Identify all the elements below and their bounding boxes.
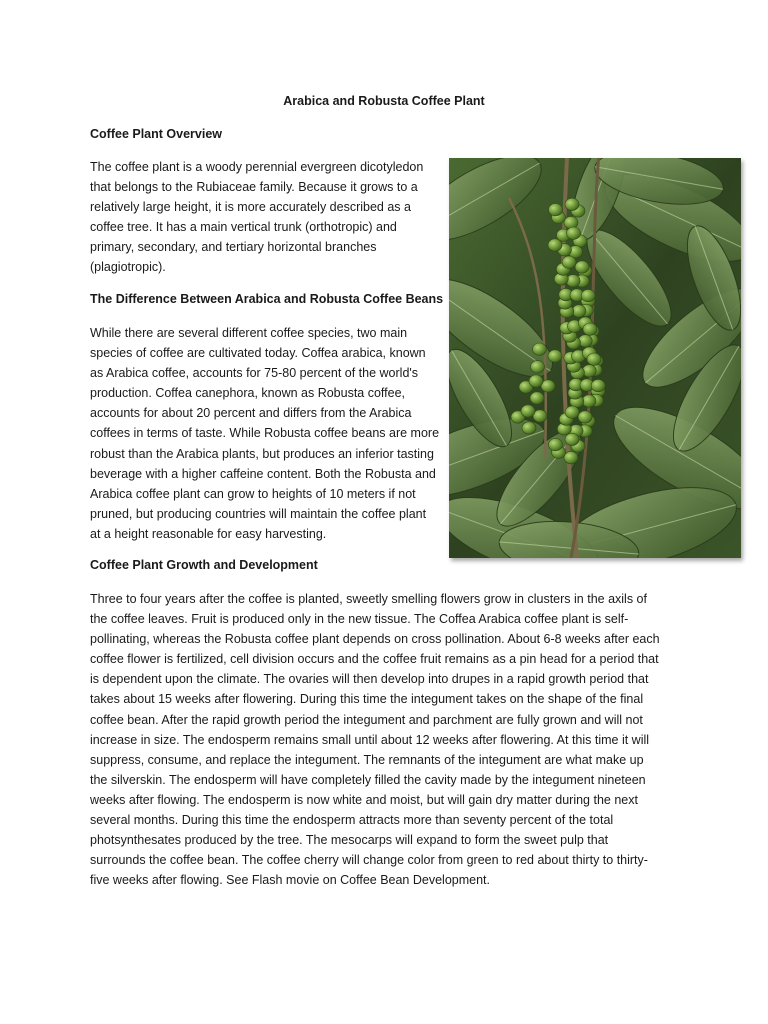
paragraph-line: photsynthesates produced by the tree. The mesocarps will expand to form the sweet pulp that: [90, 833, 609, 848]
coffee-bean: [521, 405, 535, 417]
paragraph-line: Three to four years after the coffee is planted, sweetly smelling flowers grow in clusters in the axils of: [90, 592, 647, 606]
coffee-bean: [564, 451, 578, 463]
paragraph-line: While there are several different coffee species, two main: [90, 326, 408, 340]
paragraph-line: robust than the Arabica plants, but produces an inferior tasting: [90, 446, 434, 461]
coffee-bean: [562, 256, 576, 268]
section-heading-overview: Coffee Plant Overview: [90, 127, 222, 141]
coffee-bean: [565, 406, 579, 418]
paragraph-line: species of coffee are cultivated today. Coffea arabica, known: [90, 346, 426, 361]
paragraph-line: pollinating, whereas the Robusta coffee plant depends on cross pollination. About 6-8 weeks after each: [90, 632, 660, 647]
paragraph-line: suppress, consume, and replace the integument. The remnants of the integument are what make up: [90, 752, 644, 767]
coffee-bean: [575, 261, 589, 273]
section-heading-growth: Coffee Plant Growth and Development: [90, 558, 318, 572]
paragraph-line: coffee bean. After the rapid growth period the integument and parchment are fully grown and will not: [90, 712, 643, 727]
coffee-bean: [591, 379, 605, 391]
paragraph-line: as Arabica coffee, accounts for 75-80 percent of the world's: [90, 366, 419, 381]
coffee-bean: [533, 343, 547, 355]
coffee-bean: [548, 350, 562, 362]
coffee-plant-photo: [449, 158, 741, 558]
coffee-bean: [572, 305, 586, 317]
paragraph-line: accounts for about 20 percent and differs from the Arabica: [90, 406, 412, 421]
paragraph-line: pruned, but producing countries will maintain the coffee plant: [90, 506, 427, 521]
paragraph-line: at a height reasonable for easy harvesting.: [90, 526, 327, 541]
paragraph-line: relatively large height, it is more accurately described as a: [90, 200, 411, 215]
paragraph-line: takes about 15 weeks after flowering. During this time the integument takes on the shape of the final: [90, 692, 644, 707]
coffee-bean: [529, 375, 543, 387]
paragraph-line: is dependent upon the climate. The ovaries will then develop into drupes in a rapid growth period that: [90, 672, 649, 687]
paragraph-line: (plagiotropic).: [90, 260, 166, 275]
paragraph-line: Arabica coffee plant can grow to heights of 10 meters if not: [90, 486, 416, 501]
difference-paragraph: [90, 323, 450, 544]
paragraph-line: the coffee leaves. Fruit is produced only in the new tissue. The Coffea Arabica coffee plant is self-: [90, 612, 629, 627]
coffee-bean: [567, 227, 581, 239]
overview-paragraph: [90, 157, 435, 278]
paragraph-line: coffee flower is fertilized, cell division occurs and the coffee fruit remains as a pin head for a period that: [90, 652, 659, 667]
paragraph-line: beverage with a higher caffeine content. Both the Robusta and: [90, 466, 436, 481]
paragraph-line: production. Coffea canephora, known as Robusta coffee,: [90, 386, 406, 401]
coffee-bean: [578, 411, 592, 423]
coffee-bean: [549, 439, 563, 451]
paragraph-line: coffees in terms of taste. While Robusta coffee beans are more: [90, 426, 440, 441]
coffee-bean: [549, 204, 563, 216]
coffee-bean: [531, 361, 545, 373]
paragraph-line: coffee tree. It has a main vertical trunk (orthotropic) and: [90, 220, 397, 235]
paragraph-line: surrounds the coffee bean. The coffee cherry will change color from green to red about thirty to thirty-: [90, 853, 648, 868]
paragraph-line: several months. During this time the endosperm attracts more than seventy percent of the total: [90, 813, 614, 828]
coffee-bean: [582, 395, 596, 407]
coffee-bean: [581, 289, 595, 301]
coffee-bean: [565, 198, 579, 210]
paragraph-line: primary, secondary, and tertiary horizontal branches: [90, 240, 377, 255]
coffee-plant-illustration: [449, 158, 741, 558]
paragraph-line: weeks after flowing. The endosperm is now white and moist, but will gain dry matter during the next: [90, 792, 638, 807]
paragraph-line: increase in size. The endosperm remains small until about 12 weeks after flowering. At this time it will: [90, 732, 650, 747]
growth-paragraph: [90, 589, 680, 890]
paragraph-line: that belongs to the Rubiaceae family. Because it grows to a: [90, 180, 418, 195]
coffee-bean: [587, 353, 601, 365]
paragraph-line: The coffee plant is a woody perennial evergreen dicotyledon: [90, 160, 424, 174]
paragraph-line: five weeks after flowing. See Flash movie on Coffee Bean Development.: [90, 873, 490, 888]
coffee-bean: [522, 422, 536, 434]
coffee-bean: [583, 323, 597, 335]
coffee-bean: [530, 392, 544, 404]
document-title: Arabica and Robusta Coffee Plant: [283, 94, 485, 108]
coffee-bean: [565, 433, 579, 445]
section-heading-difference: The Difference Between Arabica and Robusta Coffee Beans: [90, 292, 444, 306]
paragraph-line: the silverskin. The endosperm will have completely filled the cavity made by the integument nineteen: [90, 772, 646, 787]
coffee-bean: [564, 216, 578, 228]
